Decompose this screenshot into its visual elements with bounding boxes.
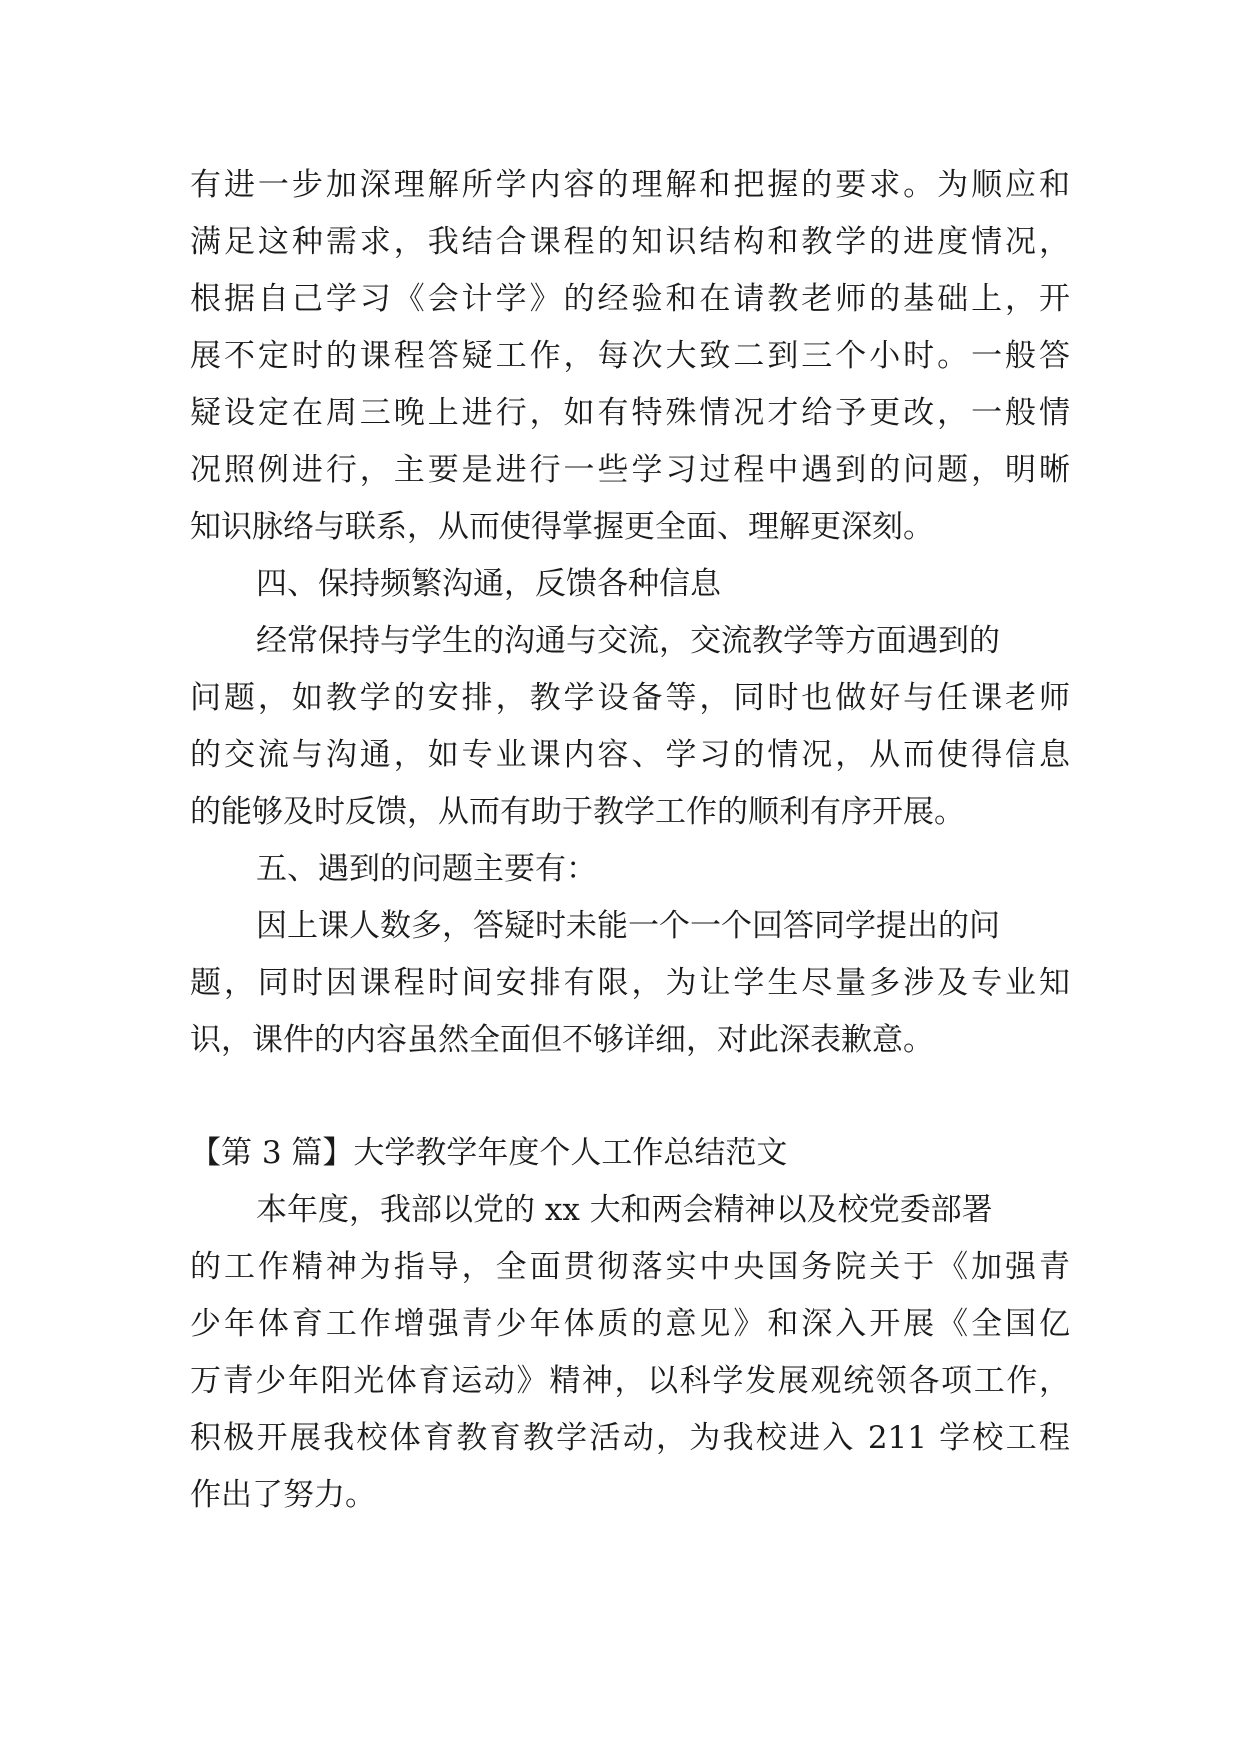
- body-text-line: 识，课件的内容虽然全面但不够详细，对此深表歉意。: [190, 1022, 934, 1058]
- body-text-line: 问题，如教学的安排，教学设备等，同时也做好与任课老师: [190, 680, 1070, 716]
- body-text-line: 作出了努力。: [190, 1477, 376, 1513]
- body-text-line: 积极开展我校体育教育教学活动，为我校进入 211 学校工程: [190, 1420, 1070, 1456]
- body-text-line: 题，同时因课程时间安排有限，为让学生尽量多涉及专业知: [190, 965, 1070, 1001]
- body-text-line: 根据自己学习《会计学》的经验和在请教老师的基础上，开: [190, 281, 1070, 317]
- body-text-line: 万青少年阳光体育运动》精神，以科学发展观统领各项工作，: [190, 1363, 1070, 1399]
- body-text-line: 疑设定在周三晚上进行，如有特殊情况才给予更改，一般情: [190, 395, 1070, 431]
- section-heading: 五、遇到的问题主要有：: [256, 851, 597, 887]
- body-text-line: 知识脉络与联系，从而使得掌握更全面、理解更深刻。: [190, 509, 934, 545]
- article-title: 【第 3 篇】大学教学年度个人工作总结范文: [190, 1135, 788, 1171]
- body-text-line: 经常保持与学生的沟通与交流，交流教学等方面遇到的: [256, 623, 1000, 659]
- body-text-line: 满足这种需求，我结合课程的知识结构和教学的进度情况，: [190, 224, 1070, 260]
- body-text-line: 的交流与沟通，如专业课内容、学习的情况，从而使得信息: [190, 737, 1070, 773]
- body-text-line: 因上课人数多，答疑时未能一个一个回答同学提出的问: [256, 908, 1000, 944]
- body-text-line: 少年体育工作增强青少年体质的意见》和深入开展《全国亿: [190, 1306, 1070, 1342]
- body-text-line: 有进一步加深理解所学内容的理解和把握的要求。为顺应和: [190, 167, 1070, 203]
- body-text-line: 的能够及时反馈，从而有助于教学工作的顺利有序开展。: [190, 794, 965, 830]
- section-heading: 四、保持频繁沟通，反馈各种信息: [256, 566, 721, 602]
- body-text-line: 本年度，我部以党的 xx 大和两会精神以及校党委部署: [256, 1192, 993, 1228]
- body-text-line: 况照例进行，主要是进行一些学习过程中遇到的问题，明晰: [190, 452, 1070, 488]
- body-text-line: 的工作精神为指导，全面贯彻落实中央国务院关于《加强青: [190, 1249, 1070, 1285]
- body-text-line: 展不定时的课程答疑工作，每次大致二到三个小时。一般答: [190, 338, 1070, 374]
